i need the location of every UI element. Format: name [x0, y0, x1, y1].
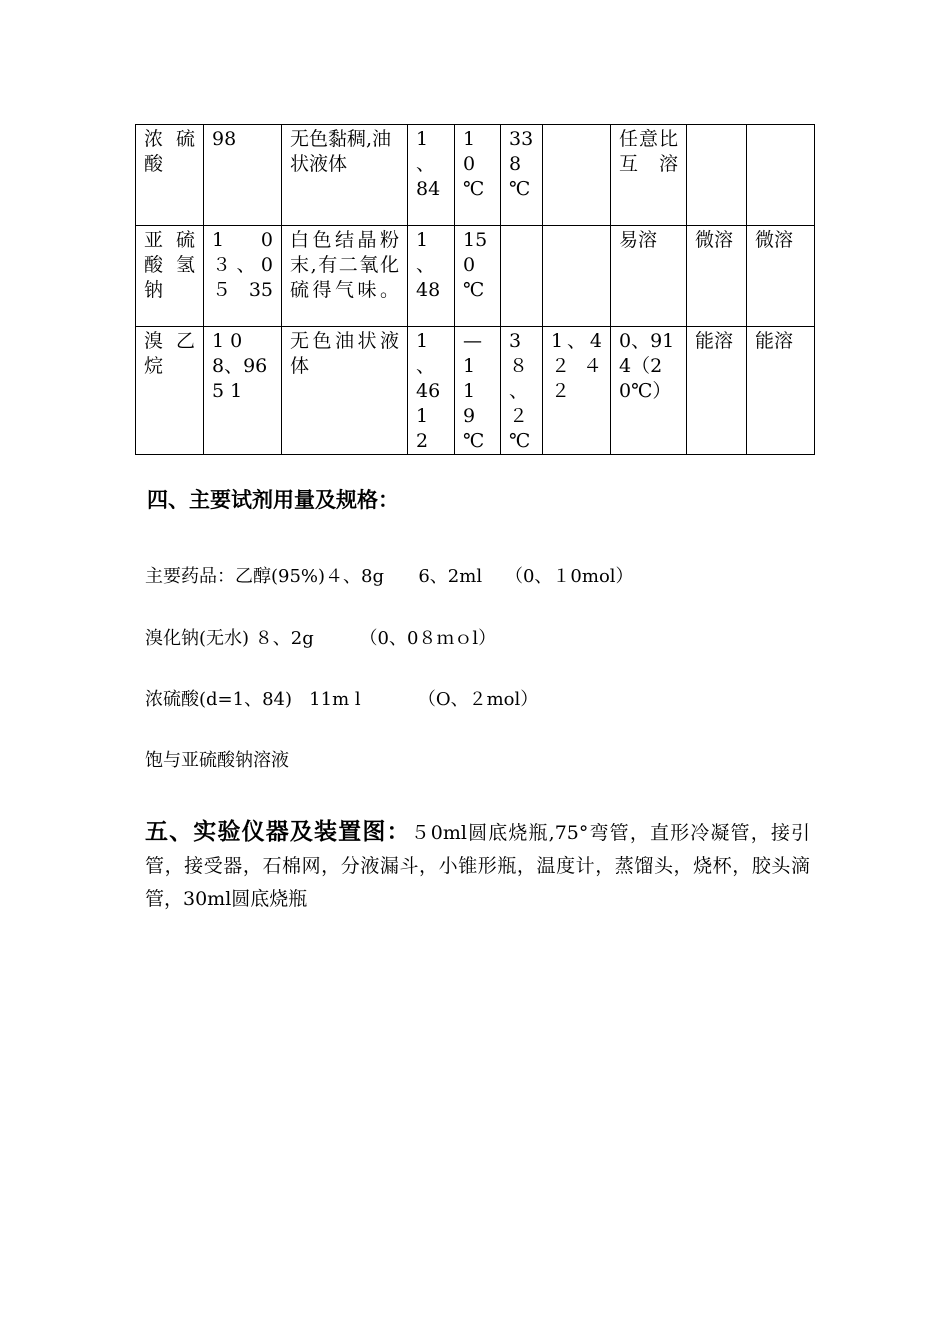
table-cell: 无色油状液体 — [282, 327, 408, 455]
table-cell: 易溶 — [611, 226, 687, 327]
table-cell — [543, 226, 611, 327]
table-cell: 3８、２℃ — [501, 327, 543, 455]
table-cell: 1 08、965 1 — [204, 327, 282, 455]
table-cell — [747, 125, 815, 226]
table-cell: 1、48 — [408, 226, 455, 327]
table-cell: 1、46 1 2 — [408, 327, 455, 455]
table-cell: 微溶 — [747, 226, 815, 327]
section-heading-apparatus: 五、实验仪器及装置图： — [145, 819, 411, 845]
table-cell: 1 0３、0５35 — [204, 226, 282, 327]
section-heading-reagents: 四、主要试剂用量及规格： — [147, 488, 399, 512]
table-cell: 150℃ — [455, 226, 501, 327]
table-cell: 无色黏稠,油状液体 — [282, 125, 408, 226]
properties-table — [135, 124, 815, 455]
table-cell: 0、914（20℃） — [611, 327, 687, 455]
table-row — [136, 327, 815, 455]
table-cell: 白色结晶粉末,有二氧化硫得气味。 — [282, 226, 408, 327]
reagent-line: 饱与亚硫酸钠溶液 — [145, 750, 289, 771]
table-cell: 10℃ — [455, 125, 501, 226]
table-cell: 1、84 — [408, 125, 455, 226]
table-cell: 98 — [204, 125, 282, 226]
reagent-line: 主要药品：乙醇(95%)４、8g 6、2ml （0、１0mol） — [145, 566, 634, 587]
table-cell: 微溶 — [687, 226, 747, 327]
table-cell: 亚硫酸氢钠 — [136, 226, 204, 327]
table-row — [136, 125, 815, 226]
apparatus-list: ５0ml圆底烧瓶,75°弯管，直形冷凝管，接引管，接受器，石棉网，分液漏斗，小锥形瓶，温度计，蒸馏头，烧杯，胶头滴管，30ml圆底烧瓶 — [145, 822, 810, 910]
table-cell — [543, 125, 611, 226]
table-cell — [501, 226, 543, 327]
table-cell — [687, 125, 747, 226]
table-cell: —1 1 9℃ — [455, 327, 501, 455]
table-row — [136, 226, 815, 327]
table-cell: 浓硫酸 — [136, 125, 204, 226]
table-cell: 338℃ — [501, 125, 543, 226]
reagent-line: 溴化钠(无水) ８、2g （0、0８ｍｏl） — [145, 628, 497, 649]
table-cell: 任意比互溶 — [611, 125, 687, 226]
table-cell: 溴乙烷 — [136, 327, 204, 455]
table-cell: 1、4２４２ — [543, 327, 611, 455]
reagent-line: 浓硫酸(d=1、84) 11m l （O、２mol） — [145, 689, 539, 710]
apparatus-paragraph — [145, 816, 810, 916]
table-cell: 能溶 — [747, 327, 815, 455]
table-cell: 能溶 — [687, 327, 747, 455]
